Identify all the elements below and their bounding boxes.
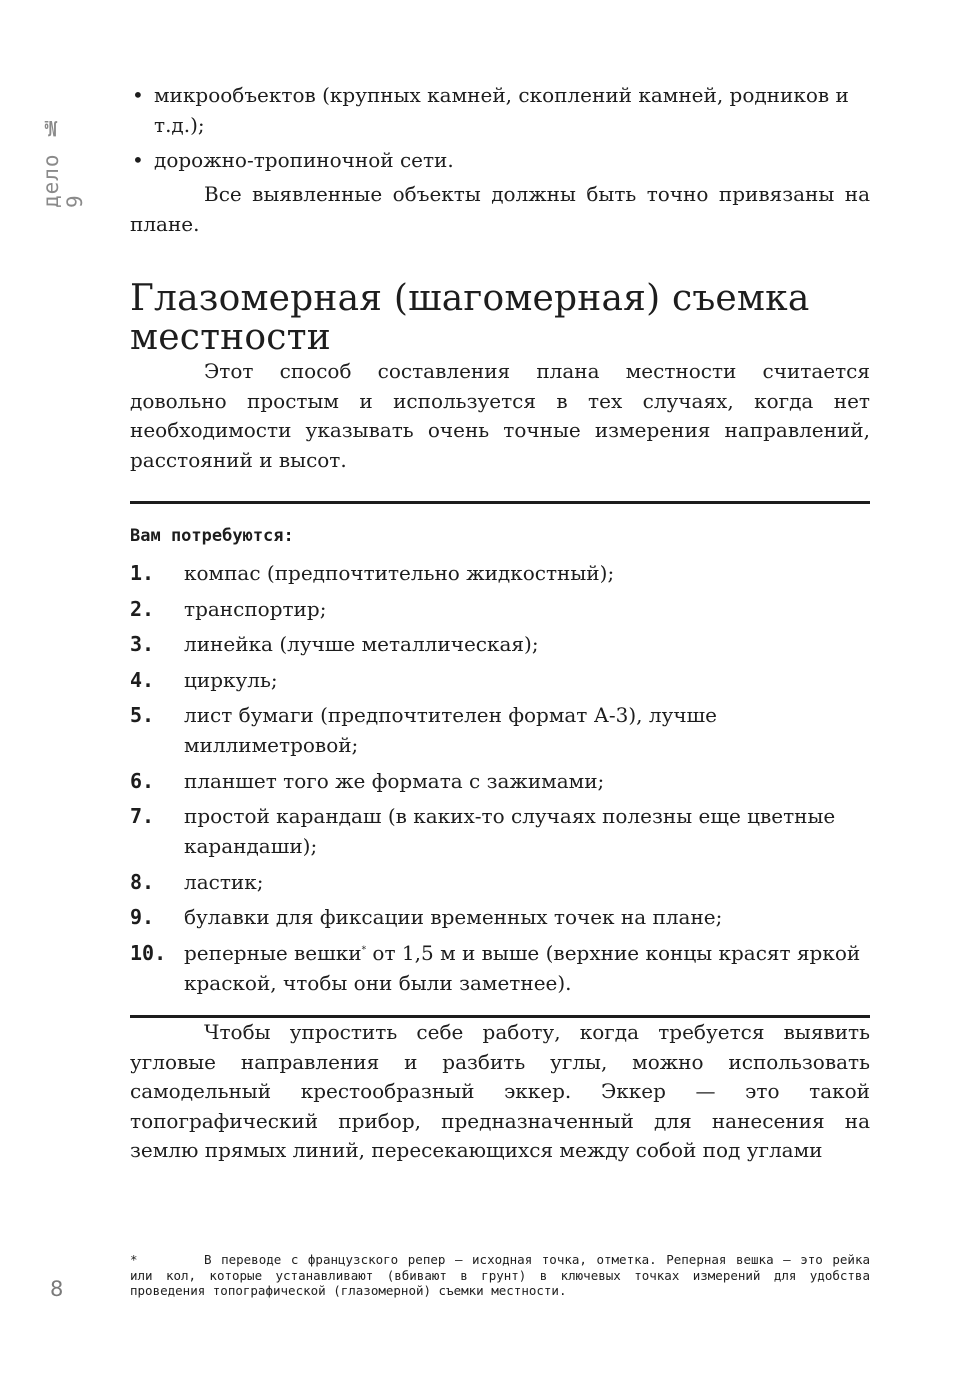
item-text: булавки для фиксации временных точек на плане; xyxy=(184,905,723,929)
intro-paragraph: Этот способ составления плана местности считается довольно простым и используется в тех случаях, когда нет необходимости указывать очень точные измерения направлений, расстояний и высот. xyxy=(130,359,870,472)
item-number: 7. xyxy=(130,804,155,828)
list-item xyxy=(130,594,870,624)
item-number: 9. xyxy=(130,905,155,929)
list-item xyxy=(130,938,870,998)
item-text: простой карандаш (в каких-то случаях полезны еще цветные карандаши); xyxy=(184,804,836,858)
list-item: • микрообъектов (крупных камней, скоплений камней, родников и т.д.); xyxy=(130,80,870,140)
list-item xyxy=(130,766,870,796)
item-number: 5. xyxy=(130,703,155,727)
list-item xyxy=(130,801,870,861)
list-item: • дорожно-тропиночной сети. xyxy=(130,145,870,175)
list-item xyxy=(130,867,870,897)
list-item xyxy=(130,558,870,588)
paragraph: Все выявленные объекты должны быть точно привязаны на плане. xyxy=(130,182,870,236)
item-text: компас (предпочтительно жидкостный); xyxy=(184,561,615,585)
item-text: ластик; xyxy=(184,869,264,894)
item-text: линейка (лучше металлическая); xyxy=(184,632,539,656)
list-item xyxy=(130,665,870,695)
bullet-list xyxy=(130,80,870,175)
list-item xyxy=(130,629,870,659)
item-text: от 1,5 м и выше (верхние концы красят яркой краской, чтобы они были заметнее). xyxy=(184,940,861,995)
item-number: 3. xyxy=(130,632,155,656)
running-header: дело № 9 xyxy=(39,114,87,208)
footnote-text: В переводе с французского репер – исходная точка, отметка. Реперная вешка – это рейка или кол, которые устанавливают (вбивают в грунт) в ключевых точках измерений для удобства проведения топографической (глазомерной) съемки местности. xyxy=(130,1252,870,1298)
item-text: транспортир; xyxy=(184,596,327,621)
section-heading: Глазомерная (шагомерная) съемка местности xyxy=(130,278,810,358)
list-item xyxy=(130,700,870,760)
footnote-marker: * xyxy=(130,1252,138,1267)
item-number: 2. xyxy=(130,596,155,621)
supplies-list xyxy=(130,558,870,998)
item-text: планшет того же формата с зажимами; xyxy=(184,768,605,793)
item-text: циркуль; xyxy=(184,667,278,692)
supplies-title: Вам потребуются: xyxy=(130,526,294,546)
page-content xyxy=(130,80,870,1166)
item-number: 1. xyxy=(130,561,155,585)
item-number: 8. xyxy=(130,869,155,894)
footnote-marker: * xyxy=(361,944,367,955)
item-text: реперные вешки xyxy=(184,940,362,965)
page-number: 8 xyxy=(50,1277,64,1301)
item-text: лист бумаги (предпочтителен формат А-3), лучше миллиметровой; xyxy=(184,703,717,757)
list-item xyxy=(130,902,870,932)
paragraph: Чтобы упростить себе работу, когда требуется выявить угловые направления и разбить углы, можно использовать самодельный крестообразный эккер. Эккер — это такой топографический прибор, предназначенный для нанесения на землю прямых линий, пересекающихся между собой под углами xyxy=(130,1020,870,1162)
item-number: 6. xyxy=(130,768,155,793)
footnote xyxy=(130,1252,870,1299)
supplies-box xyxy=(130,501,870,1018)
item-number: 10. xyxy=(130,940,167,965)
item-number: 4. xyxy=(130,667,155,692)
